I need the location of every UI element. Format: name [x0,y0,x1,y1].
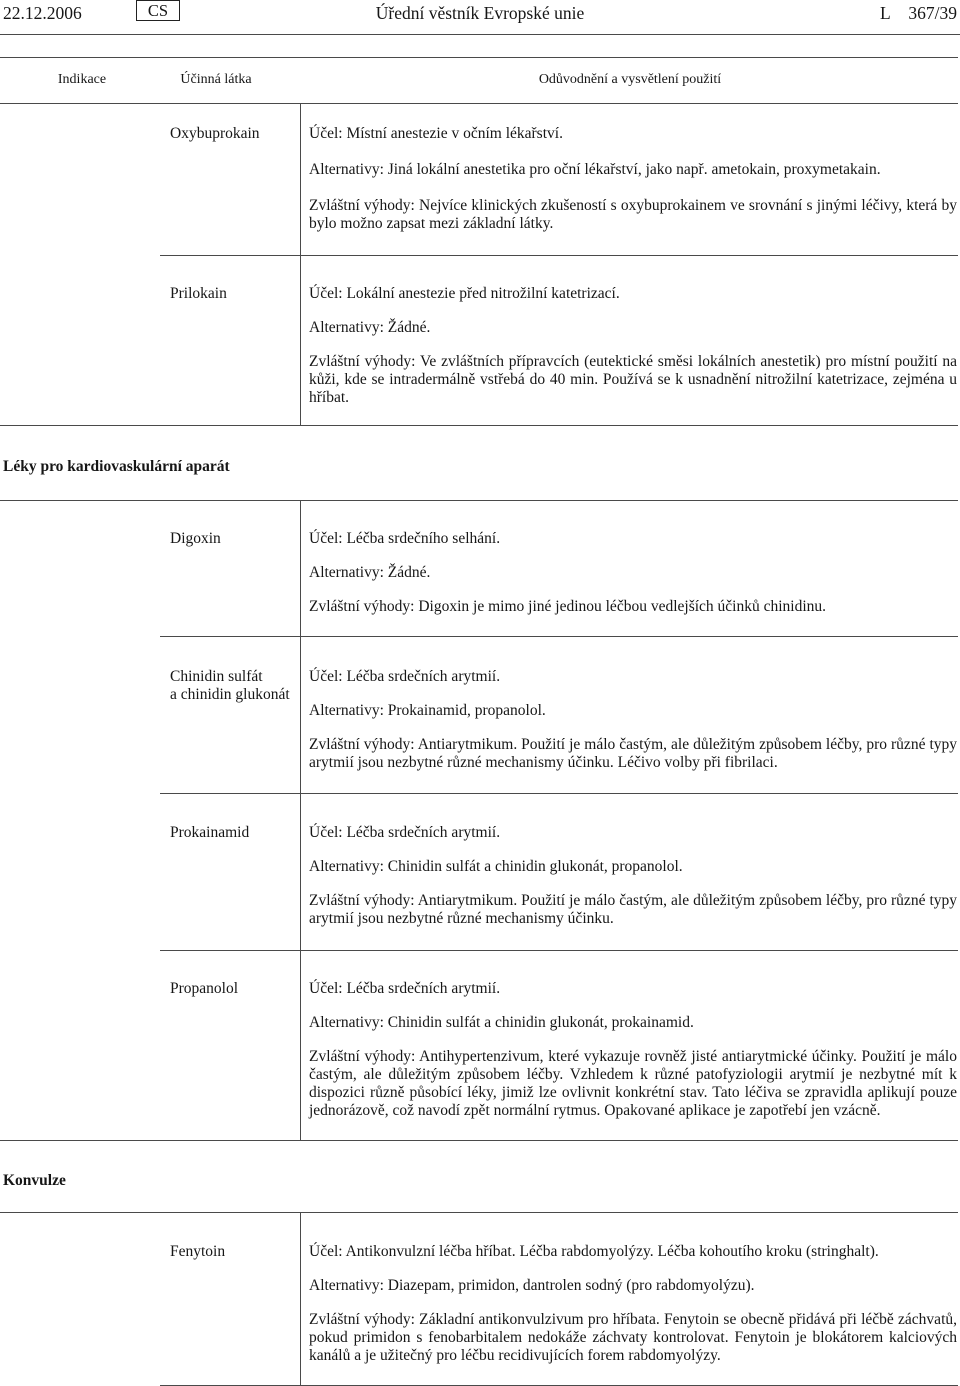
substance-name: Fenytoin [170,1243,226,1260]
purpose-paragraph: Účel: Léčba srdečních arytmií. [309,668,501,685]
substance-cell [170,824,298,842]
justification-cell [309,824,957,928]
substance-name: Propanolol [170,980,239,997]
substance-name-line: Chinidin sulfát [170,668,263,685]
table-header-rule [0,103,958,104]
alternatives-paragraph: Alternativy: Chinidin sulfát a chinidin glukonát, prokainamid. [309,1014,694,1031]
row-rule [160,793,958,794]
alternatives-paragraph: Alternativy: Chinidin sulfát a chinidin glukonát, propanolol. [309,858,683,875]
issue-page-reference: L 367/39 [879,3,957,23]
purpose-paragraph: Účel: Léčba srdečních arytmií. [309,824,501,841]
purpose-paragraph: Účel: Místní anestezie v očním lékařství. [309,125,563,142]
purpose-paragraph: Účel: Lokální anestezie před nitrožilní katetrizací. [309,285,620,302]
row-rule [160,950,958,951]
section-title-cardiovascular: Léky pro kardiovaskulární aparát [3,458,230,475]
substance-name: Prokainamid [170,824,250,841]
column-header-indication: Indikace [57,72,107,87]
column-header-justification: Odůvodnění a vysvětlení použití [538,72,722,87]
substance-name-line: a chinidin glukonát [170,686,290,703]
substance-name: Prilokain [170,285,227,302]
substance-cell [170,980,298,998]
alternatives-paragraph: Alternativy: Prokainamid, propanolol. [309,702,546,719]
section-rule [0,500,958,501]
special-advantages-paragraph: Zvláštní výhody: Digoxin je mimo jiné jedinou léčbou vedlejších účinků chinidinu. [309,598,827,615]
special-advantages-paragraph: Zvláštní výhody: Ve zvláštních přípravcích (eutektické směsi lokálních anestetik) pro místní použití na kůži, kde se intradermálně vstřebá do 40 min. Používá se k usnadnění nitrožilní katetrizace, zejména u hříbat. [309,353,957,406]
substance-cell [170,125,298,143]
purpose-paragraph: Účel: Antikonvulzní léčba hříbat. Léčba rabdomyolýzy. Léčba kohoutího kroku (stringhalt). [309,1243,879,1260]
special-advantages-paragraph: Zvláštní výhody: Základní antikonvulzivum pro hříbata. Fenytoin se obecně přidává při léčbě záchvatů, pokud primidon s fenobarbitalem nedokáže záchvaty kontrolovat. Fenytoin je blokátorem kalciových kanálů a je užitečný pro léčbu recidivujících forem rabdomyolýzy. [309,1311,957,1364]
alternatives-paragraph: Alternativy: Jiná lokální anestetika pro oční lékařství, jako např. ametokain, proxymetakain. [309,161,881,178]
substance-name: Digoxin [170,530,221,547]
row-rule [160,636,958,637]
section-rule [0,1140,958,1141]
section-rule [0,425,958,426]
justification-cell [309,285,957,407]
alternatives-paragraph: Alternativy: Žádné. [309,564,431,581]
justification-cell [309,980,957,1120]
substance-cell [170,285,298,303]
table-row [0,1243,957,1365]
justification-cell [309,668,957,772]
table-row [0,125,957,233]
column-header-substance: Účinná látka [180,72,252,87]
substance-cell [170,1243,298,1261]
table-top-rule [0,57,958,58]
substance-name: Oxybuprokain [170,125,260,142]
publication-date: 22.12.2006 [3,3,82,23]
substance-cell [170,668,298,704]
table-row [0,285,957,407]
table-row [0,668,957,772]
alternatives-paragraph: Alternativy: Žádné. [309,319,431,336]
table-row [0,530,957,616]
section-rule [0,1212,958,1213]
special-advantages-paragraph: Zvláštní výhody: Nejvíce klinických zkušeností s oxybuprokainem ve srovnání s jinými léčivy, která by bylo možno zapsat mezi základní látky. [309,197,957,232]
language-code-box: CS [136,0,180,21]
justification-cell [309,125,957,233]
alternatives-paragraph: Alternativy: Diazepam, primidon, dantrolen sodný (pro rabdomyolýzu). [309,1277,755,1294]
section-title-convulsions: Konvulze [3,1172,66,1189]
special-advantages-paragraph: Zvláštní výhody: Antiarytmikum. Použití je málo častým, ale důležitým způsobem léčby, pro různé typy arytmií jsou nezbytné různé mechanismy účinku. [309,892,957,927]
table-row [0,824,957,928]
table-row [0,980,957,1120]
header-rule [0,34,960,35]
special-advantages-paragraph: Zvláštní výhody: Antiarytmikum. Použití je málo častým, ale důležitým způsobem léčby, pro různé typy arytmií jsou nezbytné různé mechanismy účinku. Léčivo volby při fibrilaci. [309,736,957,771]
purpose-paragraph: Účel: Léčba srdečních arytmií. [309,980,501,997]
special-advantages-paragraph: Zvláštní výhody: Antihypertenzivum, které vykazuje rovněž jisté antiarytmické účinky. Použití je málo častým, ale důležitým způsobem léčby. Vzhledem k různé patofyziologii arytmií je nezbytné mít k dispozici různě působící léky, jimiž lze ovlivnit konkrétní stav. Tato léčiva se zpravidla aplikují pouze jednorázově, což navodí zpět normální rytmus. Opakované aplikace je zapotřebí jen vzácně. [309,1048,957,1119]
journal-title: Úřední věstník Evropské unie [375,3,585,23]
row-rule [160,255,958,256]
purpose-paragraph: Účel: Léčba srdečního selhání. [309,530,501,547]
substance-cell [170,530,298,548]
justification-cell [309,1243,957,1365]
justification-cell [309,530,957,616]
